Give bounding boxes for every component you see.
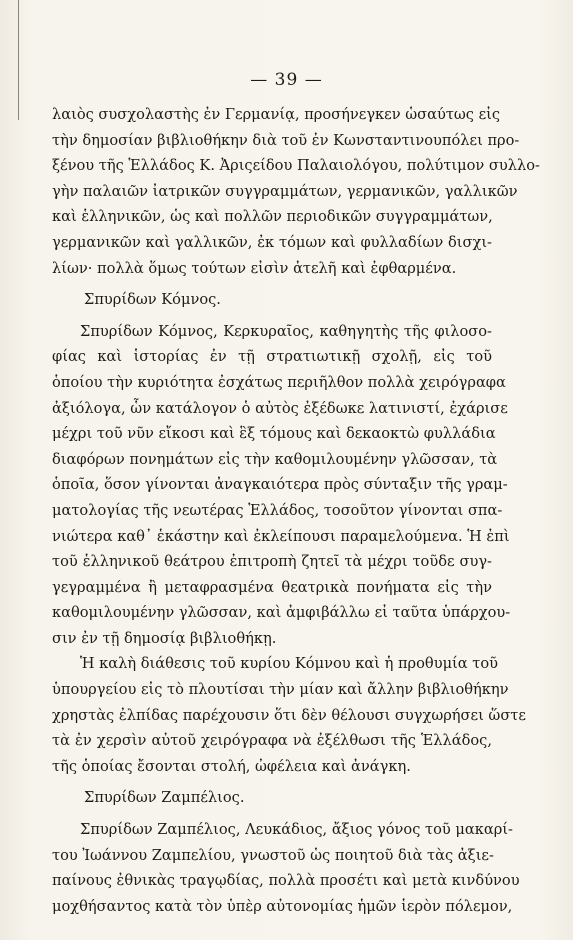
text-line: χρηστὰς ἐλπίδας παρέχουσιν ὅτι δὲν θέλουσι συγχωρήσει ὥστε: [52, 706, 526, 724]
body-text: [52, 102, 540, 919]
text-line: τὰ ἐν χερσὶν αὐτοῦ χειρόγραφα νὰ ἐξέλθωσι τῆς Ἑλλάδος,: [52, 732, 492, 750]
section-heading: Σπυρίδων Ζαμπέλιος.: [84, 789, 245, 807]
text-line: καὶ ἑλληνικῶν, ὡς καὶ πολλῶν περιοδικῶν συγγραμμάτων,: [52, 208, 493, 226]
text-line: Σπυρίδων Ζαμπέλιος, Λευκάδιος, ἄξιος γόνος τοῦ μακαρί-: [80, 821, 513, 839]
text-line: σιν ἐν τῇ δημοσίᾳ βιβλιοθήκῃ.: [52, 629, 277, 647]
text-line: Ἡ καλὴ διάθεσις τοῦ κυρίου Κόμνου καὶ ἡ προθυμία τοῦ: [80, 655, 499, 673]
text-line: νιώτερα καθ᾽ ἑκάστην καὶ ἐκλείπουσι παραμελούμενα. Ἡ ἐπὶ: [52, 527, 510, 545]
text-line: φίας καὶ ἱστορίας ἐν τῇ στρατιωτικῇ σχολῇ, εἰς τοῦ: [52, 348, 492, 366]
text-line: ὁποίου τὴν κυριότητα ἐσχάτως περιῆλθον πολλὰ χειρόγραφα: [52, 373, 506, 391]
text-line: ματολογίας τῆς νεωτέρας Ἑλλάδος, τοσοῦτον γίνονται σπα-: [52, 501, 503, 519]
section-heading: Σπυρίδων Κόμνος.: [84, 291, 221, 309]
margin-rule: [18, 0, 19, 120]
text-line: γεγραμμένα ἢ μεταφρασμένα θεατρικὰ πονήματα εἰς τὴν: [52, 578, 492, 596]
text-line: γερμανικῶν καὶ γαλλικῶν, ἐκ τόμων καὶ φυλλαδίων δισχι-: [52, 233, 492, 251]
text-line: διαφόρων πονημάτων εἰς τὴν καθομιλουμένην γλῶσσαν, τὰ: [52, 450, 498, 468]
text-line: καθομιλουμένην γλῶσσαν, καὶ ἀμφιβάλλω εἰ ταῦτα ὑπάρχου-: [52, 604, 511, 622]
text-line: μοχθήσαντος κατὰ τὸν ὑπὲρ αὐτονομίας ἡμῶν ἱερὸν πόλεμον,: [52, 897, 513, 915]
text-line: ὁποῖα, ὅσον γίνονται ἀναγκαιότερα πρὸς σύνταξιν τῆς γραμ-: [52, 476, 508, 494]
text-line: ἀξιόλογα, ὧν κατάλογον ὁ αὐτὸς ἐξέδωκε λατινιστί, ἐχάρισε: [52, 399, 508, 417]
text-line: μέχρι τοῦ νῦν εἴκοσι καὶ ἓξ τόμους καὶ δεκαοκτὼ φυλλάδια: [52, 425, 496, 443]
text-line: λίων· πολλὰ ὅμως τούτων εἰσὶν ἀτελῆ καὶ ἐφθαρμένα.: [52, 259, 457, 277]
text-line: Σπυρίδων Κόμνος, Κερκυραῖος, καθηγητὴς τῆς φιλοσο-: [80, 322, 492, 340]
text-line: του Ἰωάννου Ζαμπελίου, γνωστοῦ ὡς ποιητοῦ διὰ τὰς ἀξιε-: [52, 846, 494, 864]
paragraph: [52, 319, 511, 652]
text-line: λαιὸς συσχολαστὴς ἐν Γερμανίᾳ, προσήνεγκεν ὡσαύτως εἰς: [52, 106, 501, 123]
text-line: ὑπουργείου εἰς τὸ πλουτίσαι τὴν μίαν καὶ ἄλλην βιβλιοθήκην: [52, 681, 509, 699]
text-line: ξένου τῆς Ἑλλάδος Κ. Ἀριςείδου Παλαιολόγου, πολύτιμον συλλο-: [52, 157, 540, 175]
text-line: τοῦ ἑλληνικοῦ θεάτρου ἐπιτροπὴ ζητεῖ τὰ μέχρι τοῦδε συγ-: [52, 553, 492, 571]
text-line: γὴν παλαιῶν ἰατρικῶν συγγραμμάτων, γερμανικῶν, γαλλικῶν: [52, 182, 518, 200]
paragraph: [52, 817, 520, 919]
text-line: παίνους ἐθνικὰς τραγῳδίας, πολλὰ προσέτι καὶ μετὰ κινδύνου: [52, 872, 520, 890]
page-number: — 39 —: [250, 70, 323, 90]
paragraph: [52, 651, 526, 779]
text-line: τὴν δημοσίαν βιβλιοθήκην διὰ τοῦ ἐν Κωνσταντινουπόλει προ-: [52, 131, 520, 149]
paragraph: [52, 102, 540, 281]
text-line: τῆς ὁποίας ἔσονται στολή, ὠφέλεια καὶ ἀνάγκη.: [52, 757, 411, 775]
